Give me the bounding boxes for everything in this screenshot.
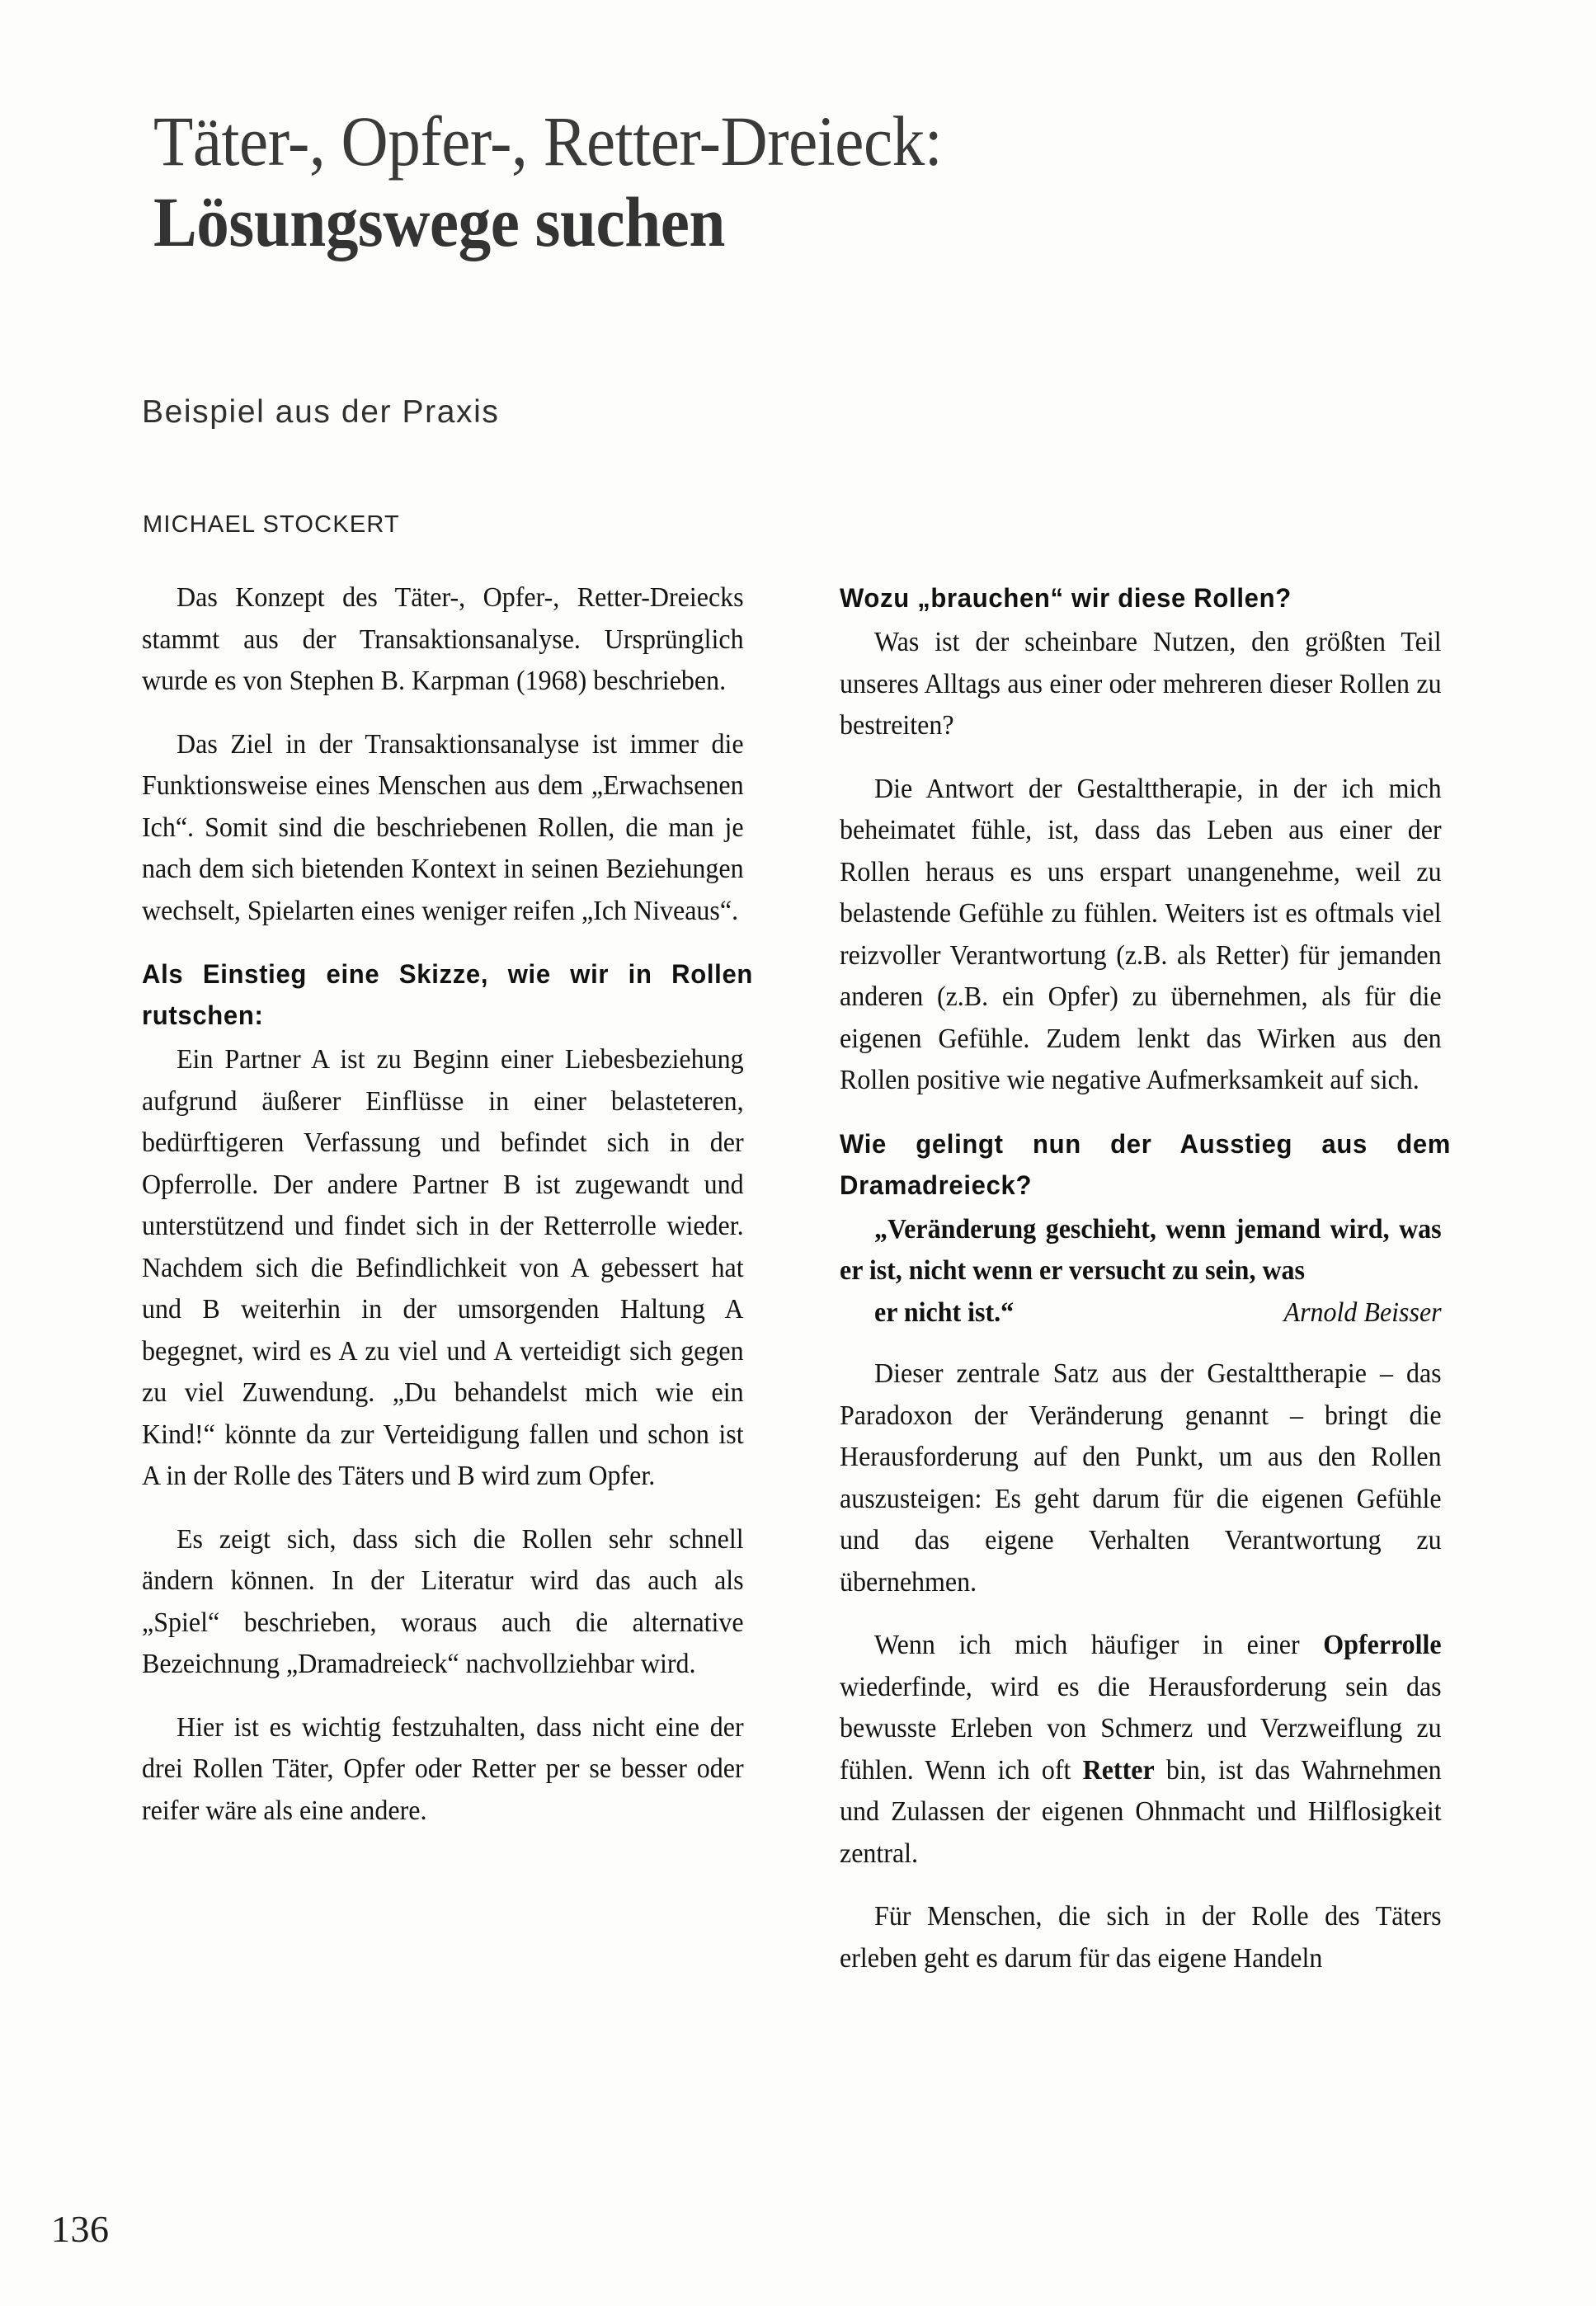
subheading: Wozu „brauchen“ wir diese Rollen? xyxy=(840,583,1292,613)
paragraph: Für Menschen, die sich in der Rolle des Täters erleben geht es darum für das eigene Handeln xyxy=(840,1901,1442,1974)
paragraph: Ein Partner A ist zu Beginn einer Liebesbeziehung aufgrund äußerer Einflüsse in einer belasteteren, bedürftigeren Verfassung und befindet sich in der Opferrolle. Der andere Partner B ist zugewandt und unterstützend und findet sich in der Retterrolle wieder. Nachdem sich die Befindlichkeit von A gebessert hat und B weiterhin in der umsorgenden Haltung A begegnet, wird es A zu viel und A verteidigt sich gegen zu viel Zuwendung. „Du behandelst mich wie ein Kind!“ könnte da zur Verteidigung fallen und schon ist A in der Rolle des Täters und B wird zum Opfer. xyxy=(142,1044,744,1491)
quote-attribution: Arnold Beisser xyxy=(1283,1297,1442,1328)
author-byline: MICHAEL STOCKERT xyxy=(143,511,400,538)
paragraph: Es zeigt sich, dass sich die Rollen sehr schnell ändern können. In der Literatur wird das auch als „Spiel“ beschrieben, woraus auch die alternative Bezeichnung „Dramadreieck“ nachvollziehbar wird. xyxy=(142,1523,744,1679)
subheading: Als Einstieg eine Skizze, wie wir in Rollen rutschen: xyxy=(142,959,754,1030)
page-title xyxy=(153,101,1490,261)
body-columns xyxy=(142,577,1470,2219)
subheading: Wie gelingt nun der Ausstieg aus dem Dramadreieck? xyxy=(840,1128,1452,1200)
paragraph: Die Antwort der Gestalttherapie, in der ich mich beheimatet fühle, ist, dass das Leben aus einer der Rollen heraus es uns erspart unangenehme, weil zu belastende Gefühle zu fühlen. Weiters ist es oftmals viel reizvoller Verantwortung (z.B. als Retter) für jemanden anderen (z.B. ein Opfer) zu übernehmen, als für die eigenen Gefühle. Zudem lenkt das Wirken aus den Rollen positive wie negative Aufmerksamkeit auf sich. xyxy=(840,773,1442,1095)
title-line-1: Täter-, Opfer-, Retter-Dreieck: xyxy=(153,101,943,181)
quote-text-end: er nicht ist.“ xyxy=(874,1297,1015,1328)
column-left xyxy=(142,577,772,2219)
emphasis-opferrolle: Opferrolle xyxy=(1323,1630,1442,1660)
pull-quote xyxy=(840,1209,1442,1334)
emphasis-retter: Retter xyxy=(1082,1754,1155,1786)
paragraph: Das Ziel in der Transaktionsanalyse ist immer die Funktionsweise eines Menschen aus dem „Erwachsenen Ich“. Somit sind die beschriebenen Rollen, die man je nach dem sich bietenden Kontext in seinen Beziehungen wechselt, Spielarten eines weniger reifen „Ich Niveaus“. xyxy=(142,728,744,926)
section-kicker: Beispiel aus der Praxis xyxy=(142,394,500,430)
rich-segment: bin, ist das Wahrnehmen und Zulassen der eigenen Ohnmacht und Hilflosigkeit zentral. xyxy=(840,1754,1442,1869)
paragraph: Dieser zentrale Satz aus der Gestalttherapie – das Paradoxon der Veränderung genannt – bringt die Herausforderung auf den Punkt, um aus den Rollen auszusteigen: Es geht darum für die eigenen Gefühle und das eigene Verhalten Verantwortung zu übernehmen. xyxy=(840,1358,1442,1598)
paragraph: Das Konzept des Täter-, Opfer-, Retter-Dreiecks stammt aus der Transaktionsanalyse. Ursprünglich wurde es von Stephen B. Karpman (1968) beschrieben. xyxy=(142,582,744,696)
quote-text-main: „Veränderung geschieht, wenn jemand wird, was er ist, nicht wenn er versucht zu sein, was xyxy=(840,1213,1442,1286)
rich-segment: Wenn ich mich häufiger in einer xyxy=(874,1630,1324,1660)
rich-segment: wiederfinde, wird es die Herausforderung sein das bewusste Erleben von Schmerz und Verzweiflung zu fühlen. Wenn ich oft xyxy=(840,1671,1442,1786)
page-number: 136 xyxy=(51,2208,110,2250)
column-right xyxy=(840,577,1470,2219)
paragraph: Was ist der scheinbare Nutzen, den größten Teil unseres Alltags aus einer oder mehreren dieser Rollen zu bestreiten? xyxy=(840,627,1442,741)
paragraph: Hier ist es wichtig festzuhalten, dass nicht eine der drei Rollen Täter, Opfer oder Retter per se besser oder reifer wäre als eine andere. xyxy=(142,1711,744,1826)
title-line-2: Lösungswege suchen xyxy=(153,181,725,261)
paragraph-rich xyxy=(840,1625,1442,1875)
